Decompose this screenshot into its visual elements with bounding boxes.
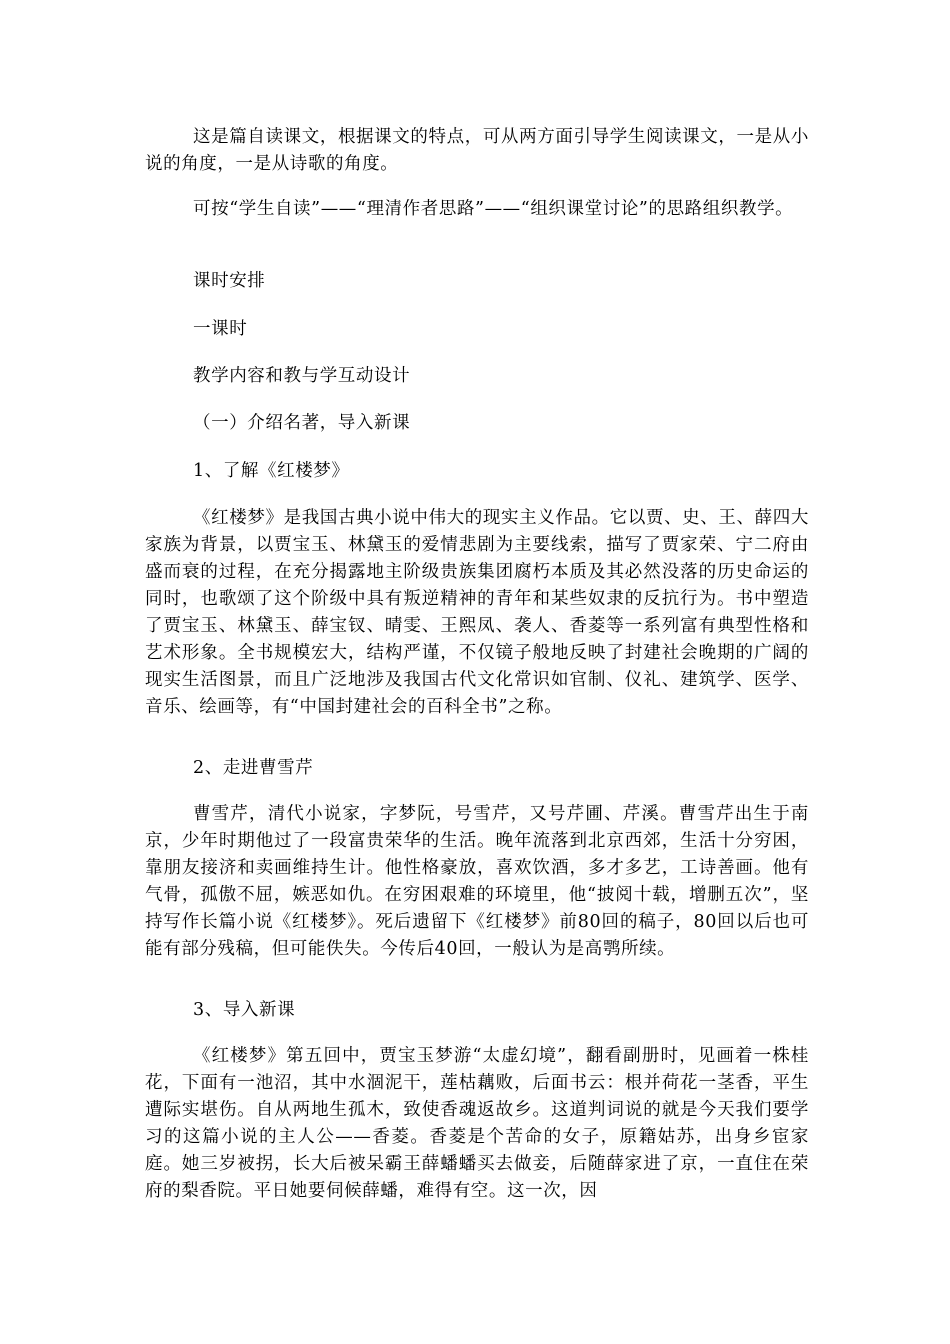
sub3-heading: 3、导入新课 xyxy=(193,1000,296,1020)
sub3-paragraph: 《红楼梦》第五回中，贾宝玉梦游“太虚幻境”，翻看副册时，见画着一株桂花，下面有一池沼，其中水涸泥干，莲枯藕败，后面书云：根并荷花一茎香，平生遭际实堪伤。自从两地生孤木，致使香魂返故乡。这道判词说的就是今天我们要学习的这篇小说的主人公——香菱。香菱是个苦命的女子，原籍姑苏，出身乡宦家庭。她三岁被拐，长大后被呆霸王薛蟠蟠买去做妾，后随薛家进了京，一直住在荣府的梨香院。平日她要伺候薛蟠，难得有空。这一次，因 xyxy=(145,1046,809,1201)
sub1-paragraph: 《红楼梦》是我国古典小说中伟大的现实主义作品。它以贾、史、王、薛四大家族为背景，以贾宝玉、林黛玉的爱情悲剧为主要线索，描写了贾家荣、宁二府由盛而衰的过程，在充分揭露地主阶级贵族集团腐朽本质及其必然没落的历史命运的同时，也歌颂了这个阶级中具有叛逆精神的青年和某些奴隶的反抗行为。书中塑造了贾宝玉、林黛玉、薛宝钗、晴雯、王熙凤、袭人、香菱等一系列富有典型性格和艺术形象。全书规模宏大，结构严谨，不仅镜子般地反映了封建社会晚期的广阔的现实生活图景，而且广泛地涉及我国古代文化常识如官制、仪礼、建筑学、医学、音乐、绘画等，有“中国封建社会的百科全书”之称。 xyxy=(145,508,809,717)
sub1-heading: 1、了解《红楼梦》 xyxy=(193,461,350,481)
intro-paragraph-1: 这是篇自读课文，根据课文的特点，可从两方面引导学生阅读课文，一是从小说的角度，一是从诗歌的角度。 xyxy=(145,127,809,174)
schedule-heading: 课时安排 xyxy=(193,271,266,291)
section1-heading: （一）介绍名著，导入新课 xyxy=(193,413,411,433)
sub2-heading: 2、走进曹雪芹 xyxy=(193,758,314,778)
schedule-value: 一课时 xyxy=(193,319,248,339)
sub2-paragraph: 曹雪芹，清代小说家，字梦阮，号雪芹，又号芹圃、芹溪。曹雪芹出生于南京，少年时期他过了一段富贵荣华的生活。晚年流落到北京西郊，生活十分穷困，靠朋友接济和卖画维持生计。他性格豪放，喜欢饮酒，多才多艺，工诗善画。他有气骨，孤傲不屈，嫉恶如仇。在穷困艰难的环境里，他“披阅十载，增删五次”，坚持写作长篇小说《红楼梦》。死后遗留下《红楼梦》前80回的稿子，80回以后也可能有部分残稿，但可能佚失。今传后40回，一般认为是高鹗所续。 xyxy=(145,804,809,959)
design-heading: 教学内容和教与学互动设计 xyxy=(193,366,411,386)
intro-paragraph-2: 可按“学生自读”——“理清作者思路”——“组织课堂讨论”的思路组织教学。 xyxy=(193,199,794,219)
